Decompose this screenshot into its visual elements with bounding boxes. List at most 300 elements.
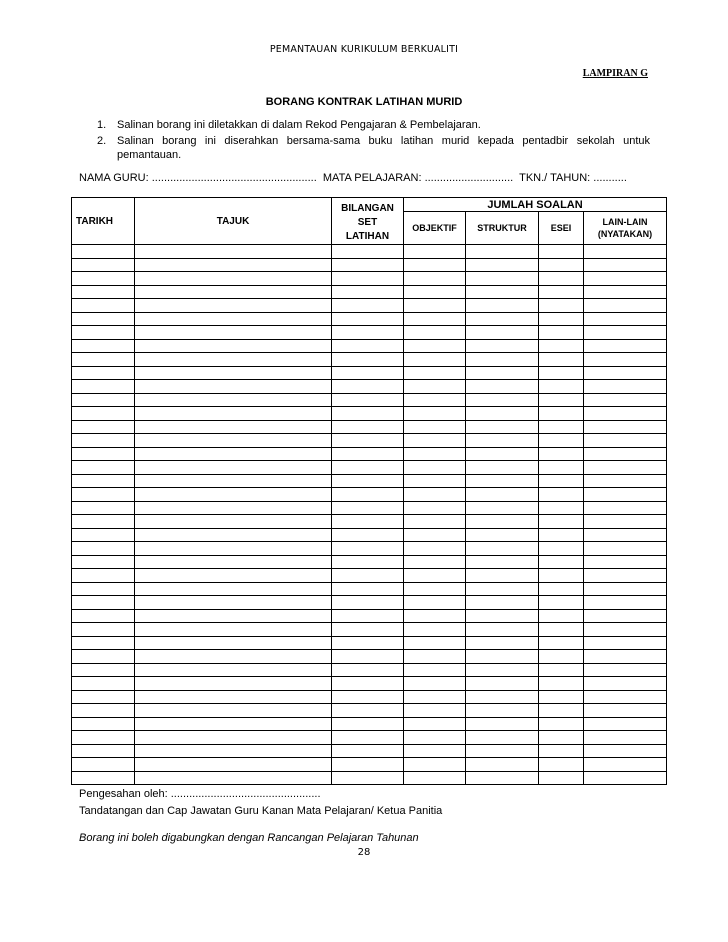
table-cell[interactable]	[72, 258, 135, 272]
table-cell[interactable]	[584, 245, 667, 259]
table-cell[interactable]	[539, 596, 584, 610]
table-cell[interactable]	[584, 758, 667, 772]
table-cell[interactable]	[539, 326, 584, 340]
table-cell[interactable]	[539, 650, 584, 664]
table-cell[interactable]	[72, 339, 135, 353]
table-cell[interactable]	[404, 596, 466, 610]
table-cell[interactable]	[584, 650, 667, 664]
table-cell[interactable]	[539, 704, 584, 718]
table-row	[72, 272, 667, 286]
table-cell[interactable]	[539, 407, 584, 421]
table-cell[interactable]	[135, 461, 332, 475]
table-cell[interactable]	[332, 771, 404, 785]
table-cell[interactable]	[332, 407, 404, 421]
pengesahan-line[interactable]: Pengesahan oleh: .................................................	[79, 788, 321, 800]
table-cell[interactable]	[332, 663, 404, 677]
table-cell[interactable]	[404, 407, 466, 421]
table-cell[interactable]	[72, 353, 135, 367]
table-cell[interactable]	[584, 717, 667, 731]
table-cell[interactable]	[332, 528, 404, 542]
table-cell[interactable]	[584, 299, 667, 313]
table-cell[interactable]	[404, 245, 466, 259]
table-cell[interactable]	[72, 771, 135, 785]
table-cell[interactable]	[332, 326, 404, 340]
table-cell[interactable]	[72, 312, 135, 326]
table-cell[interactable]	[466, 353, 539, 367]
table-cell[interactable]	[404, 501, 466, 515]
table-cell[interactable]	[466, 569, 539, 583]
table-cell[interactable]	[135, 339, 332, 353]
table-cell[interactable]	[539, 717, 584, 731]
table-cell[interactable]	[539, 758, 584, 772]
table-cell[interactable]	[539, 339, 584, 353]
table-cell[interactable]	[72, 245, 135, 259]
table-cell[interactable]	[72, 636, 135, 650]
table-cell[interactable]	[332, 501, 404, 515]
table-cell[interactable]	[466, 447, 539, 461]
table-cell[interactable]	[72, 704, 135, 718]
table-cell[interactable]	[466, 407, 539, 421]
table-cell[interactable]	[539, 312, 584, 326]
table-cell[interactable]	[72, 515, 135, 529]
mata-pelajaran-field[interactable]: MATA PELAJARAN: .............................	[322, 172, 514, 184]
table-cell[interactable]	[332, 474, 404, 488]
table-cell[interactable]	[539, 258, 584, 272]
table-cell[interactable]	[466, 380, 539, 394]
table-cell[interactable]	[332, 447, 404, 461]
table-cell[interactable]	[584, 677, 667, 691]
table-cell[interactable]	[584, 461, 667, 475]
table-cell[interactable]	[135, 650, 332, 664]
table-cell[interactable]	[135, 609, 332, 623]
table-cell[interactable]	[539, 461, 584, 475]
table-cell[interactable]	[135, 420, 332, 434]
table-cell[interactable]	[404, 555, 466, 569]
tandatangan-line: Tandatangan dan Cap Jawatan Guru Kanan Mata Pelajaran/ Ketua Panitia	[79, 805, 443, 817]
table-cell[interactable]	[539, 744, 584, 758]
table-cell[interactable]	[539, 447, 584, 461]
table-cell[interactable]	[539, 731, 584, 745]
table-cell[interactable]	[404, 339, 466, 353]
table-cell[interactable]	[72, 393, 135, 407]
table-cell[interactable]	[539, 420, 584, 434]
table-cell[interactable]	[332, 312, 404, 326]
table-cell[interactable]	[332, 636, 404, 650]
table-cell[interactable]	[404, 542, 466, 556]
table-cell[interactable]	[404, 771, 466, 785]
table-cell[interactable]	[135, 407, 332, 421]
table-cell[interactable]	[135, 501, 332, 515]
col-header-tarikh: TARIKH	[72, 198, 135, 245]
table-cell[interactable]	[584, 542, 667, 556]
table-cell[interactable]	[135, 569, 332, 583]
table-cell[interactable]	[404, 744, 466, 758]
table-cell[interactable]	[404, 717, 466, 731]
table-cell[interactable]	[466, 542, 539, 556]
table-cell[interactable]	[332, 420, 404, 434]
table-row	[72, 339, 667, 353]
table-cell[interactable]	[539, 771, 584, 785]
table-cell[interactable]	[135, 366, 332, 380]
table-cell[interactable]	[404, 731, 466, 745]
table-cell[interactable]	[584, 582, 667, 596]
table-cell[interactable]	[135, 353, 332, 367]
table-cell[interactable]	[466, 299, 539, 313]
table-cell[interactable]	[404, 758, 466, 772]
table-cell[interactable]	[404, 515, 466, 529]
table-cell[interactable]	[466, 285, 539, 299]
table-cell[interactable]	[332, 258, 404, 272]
table-cell[interactable]	[135, 380, 332, 394]
table-cell[interactable]	[539, 285, 584, 299]
table-cell[interactable]	[72, 596, 135, 610]
table-cell[interactable]	[135, 245, 332, 259]
table-cell[interactable]	[466, 245, 539, 259]
table-row	[72, 771, 667, 785]
table-cell[interactable]	[404, 663, 466, 677]
table-cell[interactable]	[466, 690, 539, 704]
table-cell[interactable]	[539, 623, 584, 637]
table-cell[interactable]	[466, 609, 539, 623]
table-cell[interactable]	[72, 555, 135, 569]
table-cell[interactable]	[404, 488, 466, 502]
table-cell[interactable]	[466, 555, 539, 569]
table-cell[interactable]	[404, 582, 466, 596]
table-cell[interactable]	[584, 744, 667, 758]
table-cell[interactable]	[584, 353, 667, 367]
table-cell[interactable]	[584, 380, 667, 394]
table-cell[interactable]	[404, 272, 466, 286]
table-cell[interactable]	[332, 245, 404, 259]
table-cell[interactable]	[72, 447, 135, 461]
table-cell[interactable]	[72, 623, 135, 637]
table-cell[interactable]	[332, 353, 404, 367]
table-cell[interactable]	[584, 731, 667, 745]
table-cell[interactable]	[404, 312, 466, 326]
table-cell[interactable]	[584, 771, 667, 785]
table-cell[interactable]	[466, 258, 539, 272]
table-row	[72, 407, 667, 421]
table-cell[interactable]	[72, 407, 135, 421]
table-cell[interactable]	[584, 312, 667, 326]
table-cell[interactable]	[332, 704, 404, 718]
table-cell[interactable]	[584, 488, 667, 502]
table-cell[interactable]	[584, 285, 667, 299]
table-row	[72, 744, 667, 758]
table-cell[interactable]	[332, 690, 404, 704]
table-cell[interactable]	[466, 488, 539, 502]
table-cell[interactable]	[466, 663, 539, 677]
table-cell[interactable]	[135, 555, 332, 569]
table-cell[interactable]	[404, 677, 466, 691]
table-cell[interactable]	[404, 636, 466, 650]
table-cell[interactable]	[135, 744, 332, 758]
table-cell[interactable]	[332, 434, 404, 448]
table-cell[interactable]	[72, 582, 135, 596]
table-cell[interactable]	[539, 380, 584, 394]
table-cell[interactable]	[584, 339, 667, 353]
table-cell[interactable]	[72, 272, 135, 286]
table-cell[interactable]	[72, 285, 135, 299]
table-cell[interactable]	[135, 393, 332, 407]
table-cell[interactable]	[584, 474, 667, 488]
table-cell[interactable]	[584, 420, 667, 434]
table-cell[interactable]	[135, 542, 332, 556]
table-cell[interactable]	[332, 272, 404, 286]
table-cell[interactable]	[72, 420, 135, 434]
table-cell[interactable]	[466, 501, 539, 515]
table-cell[interactable]	[539, 353, 584, 367]
table-cell[interactable]	[72, 758, 135, 772]
table-cell[interactable]	[466, 366, 539, 380]
table-cell[interactable]	[584, 272, 667, 286]
table-cell[interactable]	[72, 677, 135, 691]
table-cell[interactable]	[72, 366, 135, 380]
table-cell[interactable]	[135, 663, 332, 677]
table-cell[interactable]	[72, 650, 135, 664]
table-cell[interactable]	[72, 299, 135, 313]
table-cell[interactable]	[72, 434, 135, 448]
table-cell[interactable]	[72, 731, 135, 745]
table-cell[interactable]	[404, 447, 466, 461]
table-cell[interactable]	[72, 461, 135, 475]
table-cell[interactable]	[135, 731, 332, 745]
table-cell[interactable]	[72, 569, 135, 583]
table-cell[interactable]	[135, 528, 332, 542]
table-cell[interactable]	[332, 623, 404, 637]
table-cell[interactable]	[72, 488, 135, 502]
table-row	[72, 663, 667, 677]
table-cell[interactable]	[584, 596, 667, 610]
table-cell[interactable]	[332, 582, 404, 596]
table-cell[interactable]	[72, 326, 135, 340]
table-cell[interactable]	[584, 326, 667, 340]
table-cell[interactable]	[584, 636, 667, 650]
table-cell[interactable]	[332, 555, 404, 569]
table-cell[interactable]	[466, 596, 539, 610]
table-cell[interactable]	[404, 380, 466, 394]
table-cell[interactable]	[584, 623, 667, 637]
table-cell[interactable]	[466, 731, 539, 745]
table-cell[interactable]	[404, 623, 466, 637]
tahun-field[interactable]: TKN./ TAHUN: ...........	[519, 172, 627, 184]
col-header-esei: ESEI	[539, 212, 584, 245]
table-cell[interactable]	[404, 609, 466, 623]
table-cell[interactable]	[466, 393, 539, 407]
table-cell[interactable]	[72, 542, 135, 556]
table-cell[interactable]	[404, 285, 466, 299]
table-cell[interactable]	[135, 515, 332, 529]
table-cell[interactable]	[72, 690, 135, 704]
table-cell[interactable]	[332, 542, 404, 556]
table-cell[interactable]	[404, 528, 466, 542]
table-cell[interactable]	[584, 515, 667, 529]
table-cell[interactable]	[332, 731, 404, 745]
table-cell[interactable]	[466, 339, 539, 353]
table-cell[interactable]	[404, 461, 466, 475]
table-cell[interactable]	[466, 515, 539, 529]
table-cell[interactable]	[72, 717, 135, 731]
table-cell[interactable]	[135, 758, 332, 772]
table-cell[interactable]	[72, 528, 135, 542]
table-cell[interactable]	[584, 690, 667, 704]
table-cell[interactable]	[135, 474, 332, 488]
table-cell[interactable]	[404, 474, 466, 488]
table-cell[interactable]	[135, 704, 332, 718]
table-cell[interactable]	[135, 717, 332, 731]
table-cell[interactable]	[404, 353, 466, 367]
table-cell[interactable]	[466, 636, 539, 650]
table-cell[interactable]	[466, 744, 539, 758]
table-cell[interactable]	[466, 420, 539, 434]
table-cell[interactable]	[332, 461, 404, 475]
table-cell[interactable]	[539, 434, 584, 448]
table-cell[interactable]	[332, 596, 404, 610]
instruction-text: Salinan borang ini diserahkan bersama-sama buku latihan murid kepada pentadbir sekolah untuk pemantauan.	[117, 135, 650, 161]
table-cell[interactable]	[584, 528, 667, 542]
table-cell[interactable]	[539, 690, 584, 704]
table-cell[interactable]	[466, 771, 539, 785]
table-cell[interactable]	[584, 704, 667, 718]
table-cell[interactable]	[466, 582, 539, 596]
table-cell[interactable]	[584, 407, 667, 421]
table-cell[interactable]	[539, 474, 584, 488]
table-cell[interactable]	[466, 434, 539, 448]
table-cell[interactable]	[404, 434, 466, 448]
table-cell[interactable]	[584, 434, 667, 448]
table-cell[interactable]	[539, 569, 584, 583]
table-cell[interactable]	[135, 285, 332, 299]
table-cell[interactable]	[332, 339, 404, 353]
table-cell[interactable]	[539, 582, 584, 596]
table-cell[interactable]	[539, 609, 584, 623]
table-cell[interactable]	[466, 326, 539, 340]
table-cell[interactable]	[135, 488, 332, 502]
instruction-number: 1.	[97, 119, 107, 131]
table-cell[interactable]	[584, 609, 667, 623]
table-cell[interactable]	[332, 609, 404, 623]
table-cell[interactable]	[584, 501, 667, 515]
table-cell[interactable]	[135, 299, 332, 313]
table-cell[interactable]	[466, 474, 539, 488]
table-cell[interactable]	[539, 542, 584, 556]
table-cell[interactable]	[135, 596, 332, 610]
table-cell[interactable]	[332, 717, 404, 731]
table-cell[interactable]	[332, 299, 404, 313]
table-cell[interactable]	[539, 528, 584, 542]
table-cell[interactable]	[539, 393, 584, 407]
table-cell[interactable]	[466, 312, 539, 326]
table-cell[interactable]	[539, 245, 584, 259]
col-header-bilangan	[332, 198, 404, 245]
table-cell[interactable]	[135, 636, 332, 650]
table-cell[interactable]	[539, 677, 584, 691]
table-cell[interactable]	[539, 501, 584, 515]
table-cell[interactable]	[332, 515, 404, 529]
table-cell[interactable]	[466, 704, 539, 718]
table-cell[interactable]	[539, 515, 584, 529]
table-cell[interactable]	[404, 650, 466, 664]
table-cell[interactable]	[135, 312, 332, 326]
table-cell[interactable]	[72, 609, 135, 623]
table-cell[interactable]	[584, 555, 667, 569]
table-cell[interactable]	[539, 636, 584, 650]
table-cell[interactable]	[135, 690, 332, 704]
table-cell[interactable]	[135, 326, 332, 340]
table-cell[interactable]	[466, 461, 539, 475]
table-cell[interactable]	[466, 677, 539, 691]
table-cell[interactable]	[539, 488, 584, 502]
table-cell[interactable]	[584, 258, 667, 272]
table-cell[interactable]	[584, 366, 667, 380]
table-cell[interactable]	[332, 758, 404, 772]
table-cell[interactable]	[72, 663, 135, 677]
table-cell[interactable]	[466, 272, 539, 286]
table-cell[interactable]	[135, 582, 332, 596]
table-cell[interactable]	[332, 569, 404, 583]
table-cell[interactable]	[539, 366, 584, 380]
table-cell[interactable]	[404, 420, 466, 434]
table-row	[72, 636, 667, 650]
table-cell[interactable]	[135, 447, 332, 461]
table-cell[interactable]	[466, 758, 539, 772]
table-cell[interactable]	[466, 623, 539, 637]
table-cell[interactable]	[332, 285, 404, 299]
table-cell[interactable]	[404, 690, 466, 704]
table-cell[interactable]	[135, 272, 332, 286]
table-cell[interactable]	[135, 258, 332, 272]
table-cell[interactable]	[332, 488, 404, 502]
table-row	[72, 677, 667, 691]
table-cell[interactable]	[466, 650, 539, 664]
table-cell[interactable]	[584, 569, 667, 583]
table-cell[interactable]	[404, 704, 466, 718]
table-cell[interactable]	[404, 366, 466, 380]
table-cell[interactable]	[332, 677, 404, 691]
table-cell[interactable]	[135, 623, 332, 637]
table-cell[interactable]	[135, 771, 332, 785]
table-cell[interactable]	[404, 299, 466, 313]
table-cell[interactable]	[584, 393, 667, 407]
table-cell[interactable]	[72, 380, 135, 394]
table-cell[interactable]	[404, 258, 466, 272]
table-cell[interactable]	[539, 663, 584, 677]
table-cell[interactable]	[72, 501, 135, 515]
table-cell[interactable]	[72, 474, 135, 488]
table-cell[interactable]	[584, 447, 667, 461]
table-cell[interactable]	[135, 434, 332, 448]
table-cell[interactable]	[332, 650, 404, 664]
table-cell[interactable]	[135, 677, 332, 691]
table-cell[interactable]	[584, 663, 667, 677]
table-row	[72, 623, 667, 637]
table-cell[interactable]	[404, 393, 466, 407]
table-cell[interactable]	[466, 717, 539, 731]
exercise-table	[71, 197, 667, 785]
table-cell[interactable]	[72, 744, 135, 758]
table-cell[interactable]	[539, 272, 584, 286]
table-cell[interactable]	[404, 569, 466, 583]
table-cell[interactable]	[466, 528, 539, 542]
nama-guru-field[interactable]: NAMA GURU: ......................................................	[79, 172, 317, 184]
table-cell[interactable]	[539, 555, 584, 569]
table-cell[interactable]	[332, 393, 404, 407]
table-cell[interactable]	[404, 326, 466, 340]
table-cell[interactable]	[332, 366, 404, 380]
table-cell[interactable]	[539, 299, 584, 313]
table-cell[interactable]	[332, 744, 404, 758]
table-cell[interactable]	[332, 380, 404, 394]
